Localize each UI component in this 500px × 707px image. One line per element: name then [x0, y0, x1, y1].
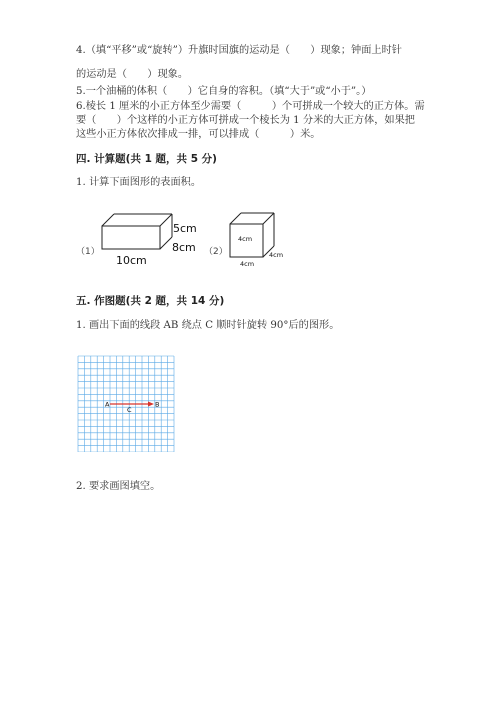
section-4-heading: 四. 计算题(共 1 题，共 5 分)	[76, 153, 217, 165]
figure-1-marker: （1）	[76, 247, 100, 257]
q4-line-1: 4.（填“平移”或“旋转”）升旗时国旗的运动是（ ）现象；钟面上时针	[76, 45, 402, 56]
section-4-question-1: 1. 计算下面图形的表面积。	[76, 177, 202, 188]
section-5-question-1: 1. 画出下面的线段 AB 绕点 C 顺时针旋转 90°后的图形。	[76, 320, 340, 331]
point-c-label: C	[127, 406, 132, 414]
section-5-question-2: 2. 要求画图填空。	[76, 481, 161, 492]
point-b-label: B	[155, 400, 160, 409]
cuboid-figure	[102, 214, 172, 249]
cuboid-width-label: 8cm	[172, 241, 196, 254]
cube-front-label: 4cm	[238, 235, 253, 243]
q6-line-2: 要（ ）个这样的小正方体可拼成一个棱长为 1 分米的大正方体，如果把	[76, 115, 415, 126]
section-5-heading: 五. 作图题(共 2 题，共 14 分)	[76, 295, 225, 307]
segment-arrowhead	[148, 402, 154, 407]
cube-bottom-label: 4cm	[240, 260, 255, 268]
q5-line: 5.一个油桶的体积（ ）它自身的容积。（填“大于”或“小于”。）	[76, 86, 372, 97]
solid-figures	[70, 200, 300, 272]
cuboid-height-label: 5cm	[173, 222, 197, 235]
q6-line-3: 这些小正方体依次排成一排，可以排成（ ）米。	[76, 129, 321, 140]
figure-2-marker: （2）	[204, 247, 228, 257]
q4-line-2: 的运动是（ ）现象。	[76, 69, 189, 80]
q6-line-1: 6.棱长 1 厘米的小正方体至少需要（ ）个可拼成一个较大的正方体。需	[76, 101, 425, 112]
point-a-label: A	[105, 400, 110, 409]
cuboid-length-label: 10cm	[116, 254, 147, 267]
cube-side-label: 4cm	[269, 251, 284, 259]
rotation-grid	[76, 355, 180, 452]
